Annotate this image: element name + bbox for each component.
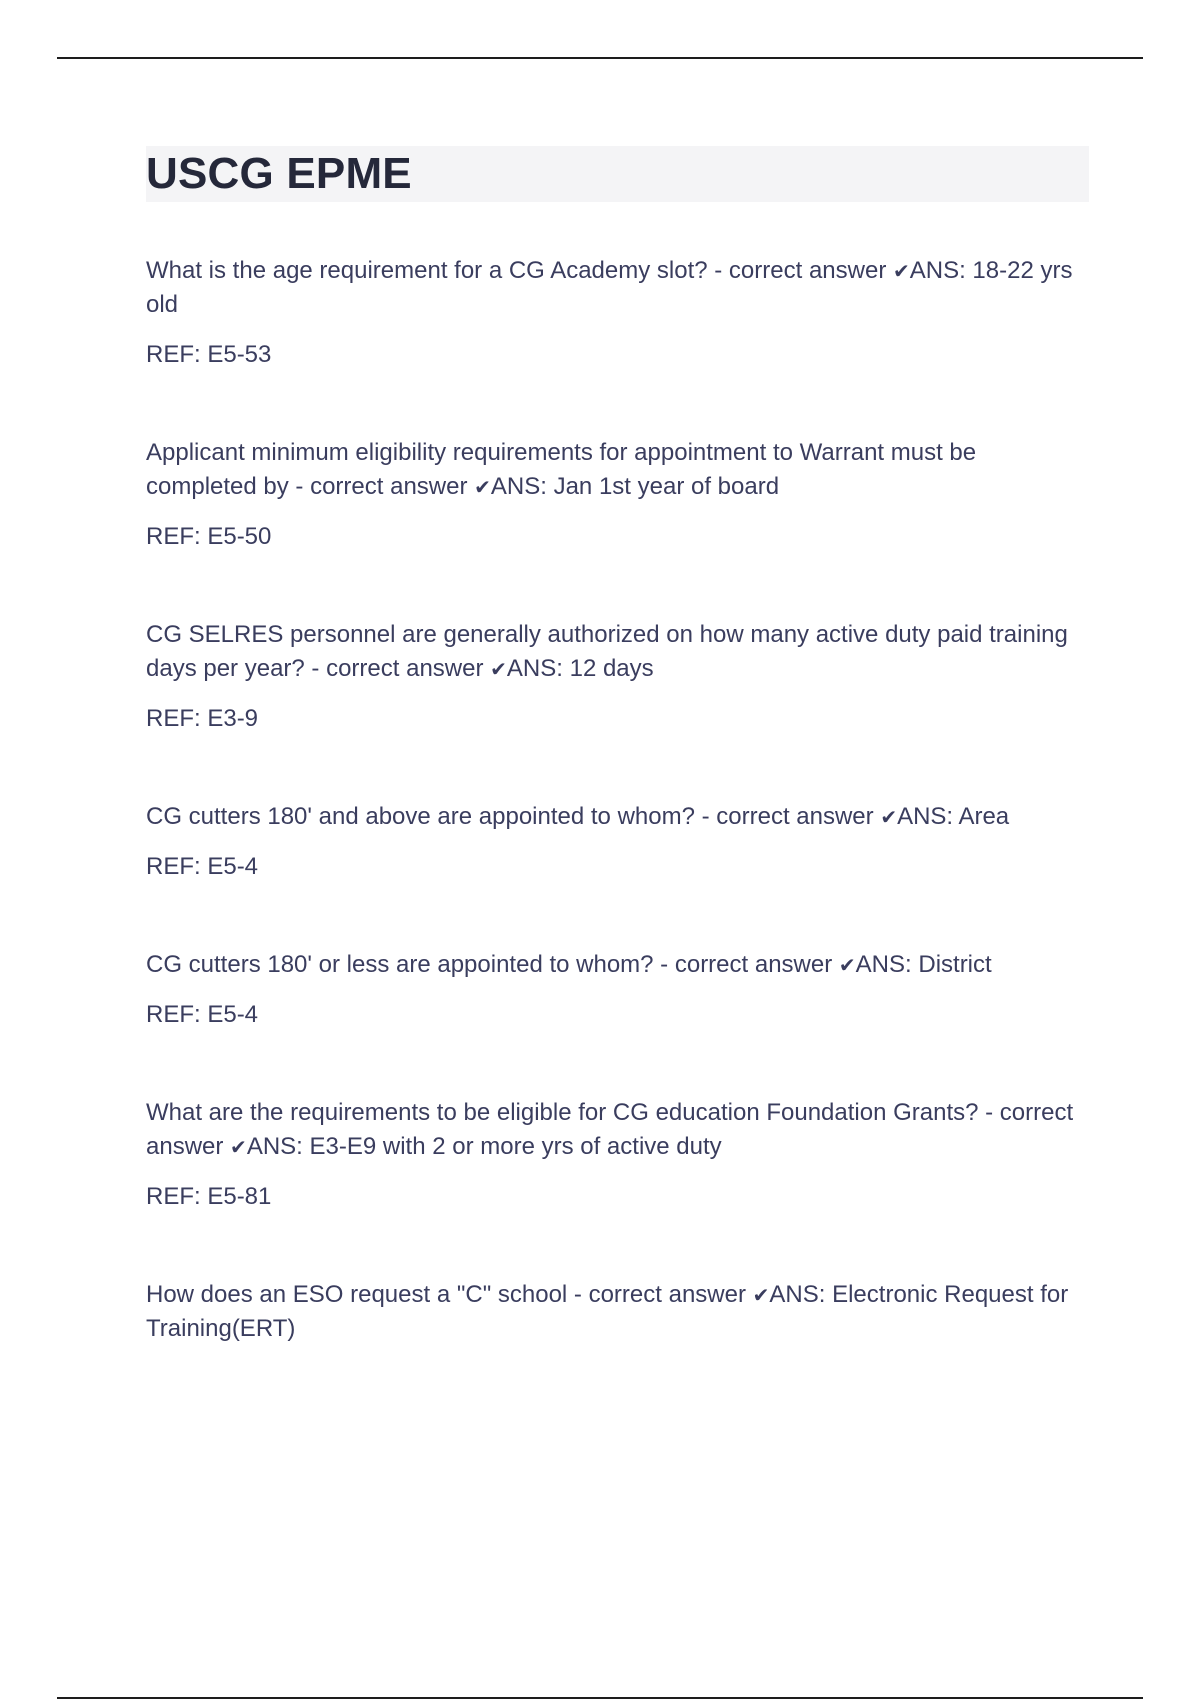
answer-text: ANS: 18-22 yrs old [146,257,1073,318]
qa-item [146,800,1089,884]
qa-item [146,436,1089,554]
answer-text: ANS: Electronic Request for Training(ERT) [146,1281,1069,1342]
question-text [146,1096,1089,1164]
checkmark-icon: ✔ [838,953,856,977]
question-prompt: What is the age requirement for a CG Academy slot? - correct answer [146,257,893,284]
checkmark-icon: ✔ [490,657,507,681]
question-prompt: CG cutters 180' or less are appointed to whom? - correct answer [146,951,839,978]
qa-item [146,948,1089,1032]
reference-text: REF: E5-4 [146,853,259,880]
question-text [146,800,1089,834]
question-text [146,254,1089,322]
reference-text: REF: E3-9 [146,705,259,732]
reference-text: REF: E5-50 [146,523,272,550]
top-divider [57,57,1143,59]
answer-text: ANS: Jan 1st year of board [490,473,780,500]
reference-text: REF: E5-4 [146,1001,259,1028]
question-prompt: Applicant minimum eligibility requirements for appointment to Warrant must be completed by - correct answer [146,439,977,500]
answer-text: ANS: Area [897,803,1010,830]
reference-text: REF: E5-53 [146,341,272,368]
qa-item [146,1096,1089,1214]
document-title: USCG EPME [146,149,412,198]
question-text [146,948,1089,982]
answer-text: ANS: District [855,951,992,978]
title-bar [146,146,1089,202]
answer-text: ANS: E3-E9 with 2 or more yrs of active duty [246,1133,722,1160]
question-text [146,436,1089,504]
answer-text: ANS: 12 days [506,655,654,682]
question-text [146,1278,1089,1346]
reference-text: REF: E5-81 [146,1183,272,1210]
question-prompt: CG SELRES personnel are generally authorized on how many active duty paid training days per year? - correct answer [146,621,1068,682]
qa-item [146,618,1089,736]
qa-item [146,1278,1089,1346]
question-prompt: CG cutters 180' and above are appointed to whom? - correct answer [146,803,881,830]
qa-list [146,254,1089,1346]
qa-item [146,254,1089,372]
checkmark-icon: ✔ [880,805,898,829]
document-body [146,146,1089,1410]
question-prompt: What are the requirements to be eligible for CG education Foundation Grants? - correct answer [146,1099,1074,1160]
checkmark-icon: ✔ [474,475,491,499]
question-text [146,618,1089,686]
bottom-divider [57,1697,1143,1699]
checkmark-icon: ✔ [230,1135,247,1159]
checkmark-icon: ✔ [752,1283,770,1307]
checkmark-icon: ✔ [892,259,910,283]
question-prompt: How does an ESO request a "C" school - correct answer [146,1281,753,1308]
